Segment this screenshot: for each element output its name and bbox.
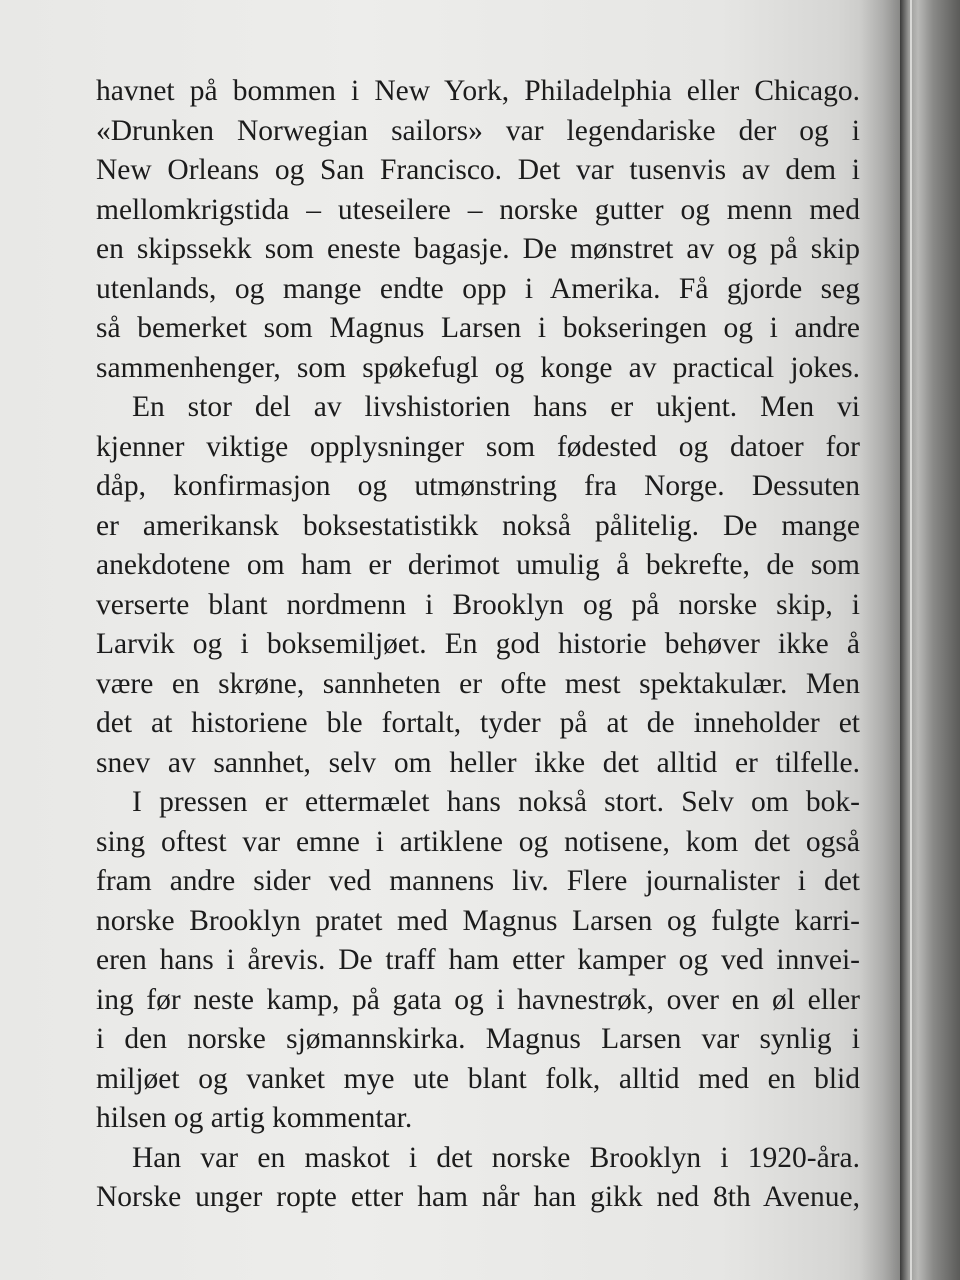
text-line: Han var en maskot i det norske Brooklyn i 1920-åra.: [132, 1141, 860, 1174]
paragraph-4: [96, 1139, 860, 1218]
body-text: [96, 72, 860, 1218]
text-line: sing oftest var emne i artiklene og notisene, kom det også: [96, 825, 860, 858]
paragraph-3: [96, 783, 860, 1139]
text-line: norske Brooklyn pratet med Magnus Larsen og fulgte karri-: [96, 904, 860, 937]
text-line: I pressen er ettermælet hans nokså stort. Selv om bok-: [132, 786, 860, 818]
page-edge-highlight: [910, 0, 912, 1280]
text-line: det at historiene ble fortalt, tyder på at de inneholder et: [96, 707, 860, 739]
text-line: miljøet og vanket mye ute blant folk, alltid med en blid: [96, 1062, 860, 1095]
book-page-edge: [900, 0, 960, 1280]
text-line: New Orleans og San Francisco. Det var tusenvis av dem i: [96, 154, 860, 186]
text-line: snev av sannhet, selv om heller ikke det alltid er tilfelle.: [96, 746, 860, 779]
text-line: sammenhenger, som spøkefugl og konge av practical jokes.: [96, 351, 860, 384]
text-line: verserte blant nordmenn i Brooklyn og på norske skip, i: [96, 588, 860, 621]
page-curve-shadow: [860, 0, 900, 1280]
text-line: hilsen og artig kommentar.: [96, 1102, 413, 1134]
paragraph-2: [96, 388, 860, 783]
text-line: eren hans i årevis. De traff ham etter kamper og ved innvei-: [96, 944, 860, 976]
text-line: mellomkrigstida – uteseilere – norske gutter og menn med: [96, 193, 860, 226]
text-line: Larvik og i boksemiljøet. En god historie behøver ikke å: [96, 628, 860, 660]
text-line: havnet på bommen i New York, Philadelphia eller Chicago.: [96, 75, 860, 107]
text-line: så bemerket som Magnus Larsen i bokseringen og i andre: [96, 312, 860, 344]
text-line: anekdotene om ham er derimot umulig å bekrefte, de som: [96, 549, 860, 581]
text-line: utenlands, og mange endte opp i Amerika. Få gjorde seg: [96, 272, 860, 305]
text-line: en skipssekk som eneste bagasje. De mønstret av og på skip: [96, 233, 860, 265]
paragraph-1: [96, 72, 860, 388]
text-line: være en skrøne, sannheten er ofte mest spektakulær. Men: [96, 667, 860, 700]
text-line: i den norske sjømannskirka. Magnus Larsen var synlig i: [96, 1023, 860, 1055]
text-line: En stor del av livshistorien hans er ukjent. Men vi: [132, 391, 860, 423]
text-line: fram andre sider ved mannens liv. Flere journalister i det: [96, 865, 860, 897]
text-line: er amerikansk boksestatistikk nokså pålitelig. De mange: [96, 509, 860, 542]
text-line: dåp, konfirmasjon og utmønstring fra Norge. Dessuten: [96, 470, 860, 502]
text-line: ing før neste kamp, på gata og i havnestrøk, over en øl eller: [96, 983, 860, 1016]
text-line: «Drunken Norwegian sailors» var legendariske der og i: [96, 114, 860, 147]
text-line: Norske unger ropte etter ham når han gikk ned 8th Avenue,: [96, 1181, 860, 1213]
text-line: kjenner viktige opplysninger som fødested og datoer for: [96, 430, 860, 463]
